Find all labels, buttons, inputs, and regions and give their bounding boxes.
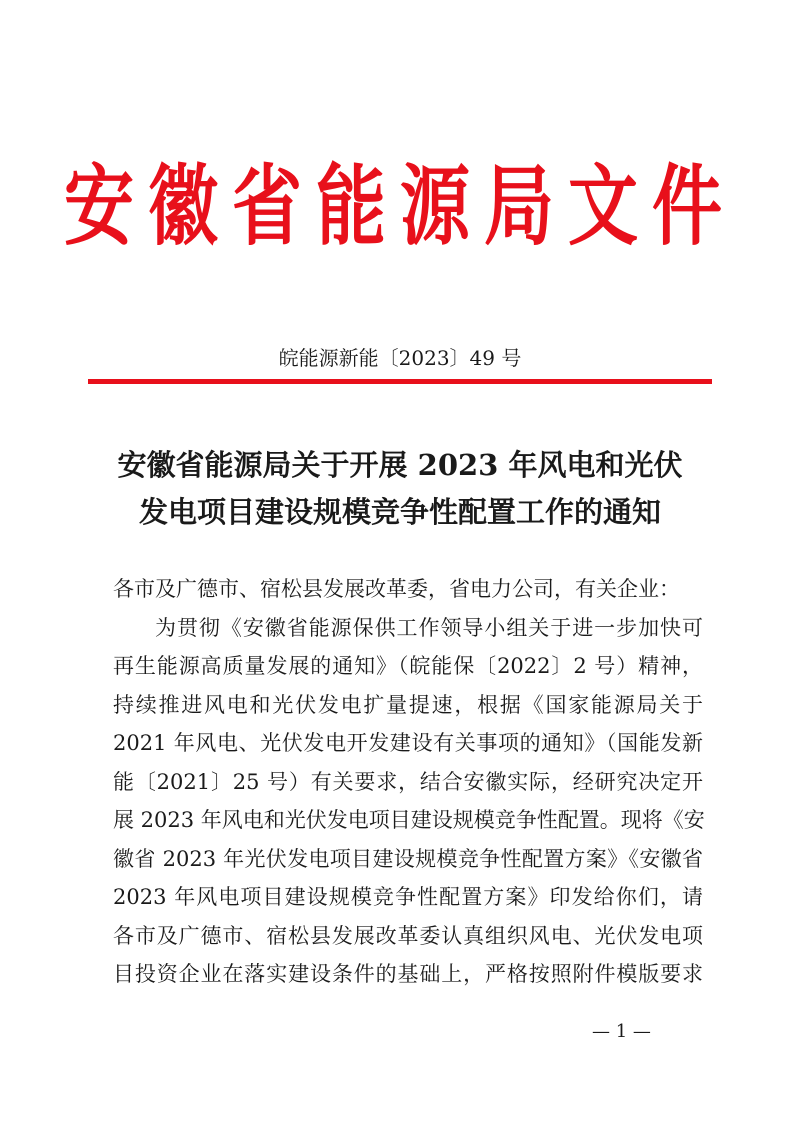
red-header-title: 安徽省能源局文件 [64, 153, 736, 258]
body-text [113, 570, 703, 994]
body-line: 能〔2021〕25 号）有关要求，结合安徽实际，经研究决定开 [113, 769, 703, 794]
body-line: 2021 年风电、光伏发电开发建设有关事项的通知》（国能发新 [113, 731, 703, 755]
salutation-line: 各市及广德市、宿松县发展改革委，省电力公司，有关企业： [113, 577, 680, 601]
document-number: 皖能源新能〔2023〕49 号 [278, 346, 522, 370]
body-line: 展 2023 年风电和光伏发电项目建设规模竞争性配置。现将《安 [113, 808, 705, 832]
body-line: 再生能源高质量发展的通知》（皖能保〔2022〕2 号）精神， [113, 654, 703, 678]
body-line: 目投资企业在落实建设条件的基础上，严格按照附件模版要求 [113, 962, 703, 986]
red-divider-line [88, 379, 712, 384]
body-line: 各市及广德市、宿松县发展改革委认真组织风电、光伏发电项 [113, 923, 703, 948]
body-line: 持续推进风电和光伏发电扩量提速，根据《国家能源局关于 [113, 692, 703, 717]
notice-title-line: 安徽省能源局关于开展 2023 年风电和光伏 [117, 448, 683, 482]
body-line: 2023 年风电项目建设规模竞争性配置方案》印发给你们，请 [113, 885, 703, 909]
notice-title [88, 442, 712, 536]
body-line: 徽省 2023 年光伏发电项目建设规模竞争性配置方案》《安徽省 [113, 846, 703, 871]
notice-title-line: 发电项目建设规模竞争性配置工作的通知 [138, 495, 661, 529]
body-line: 为贯彻《安徽省能源保供工作领导小组关于进一步加快可 [155, 615, 703, 640]
page-number: — 1 — [592, 1021, 651, 1042]
